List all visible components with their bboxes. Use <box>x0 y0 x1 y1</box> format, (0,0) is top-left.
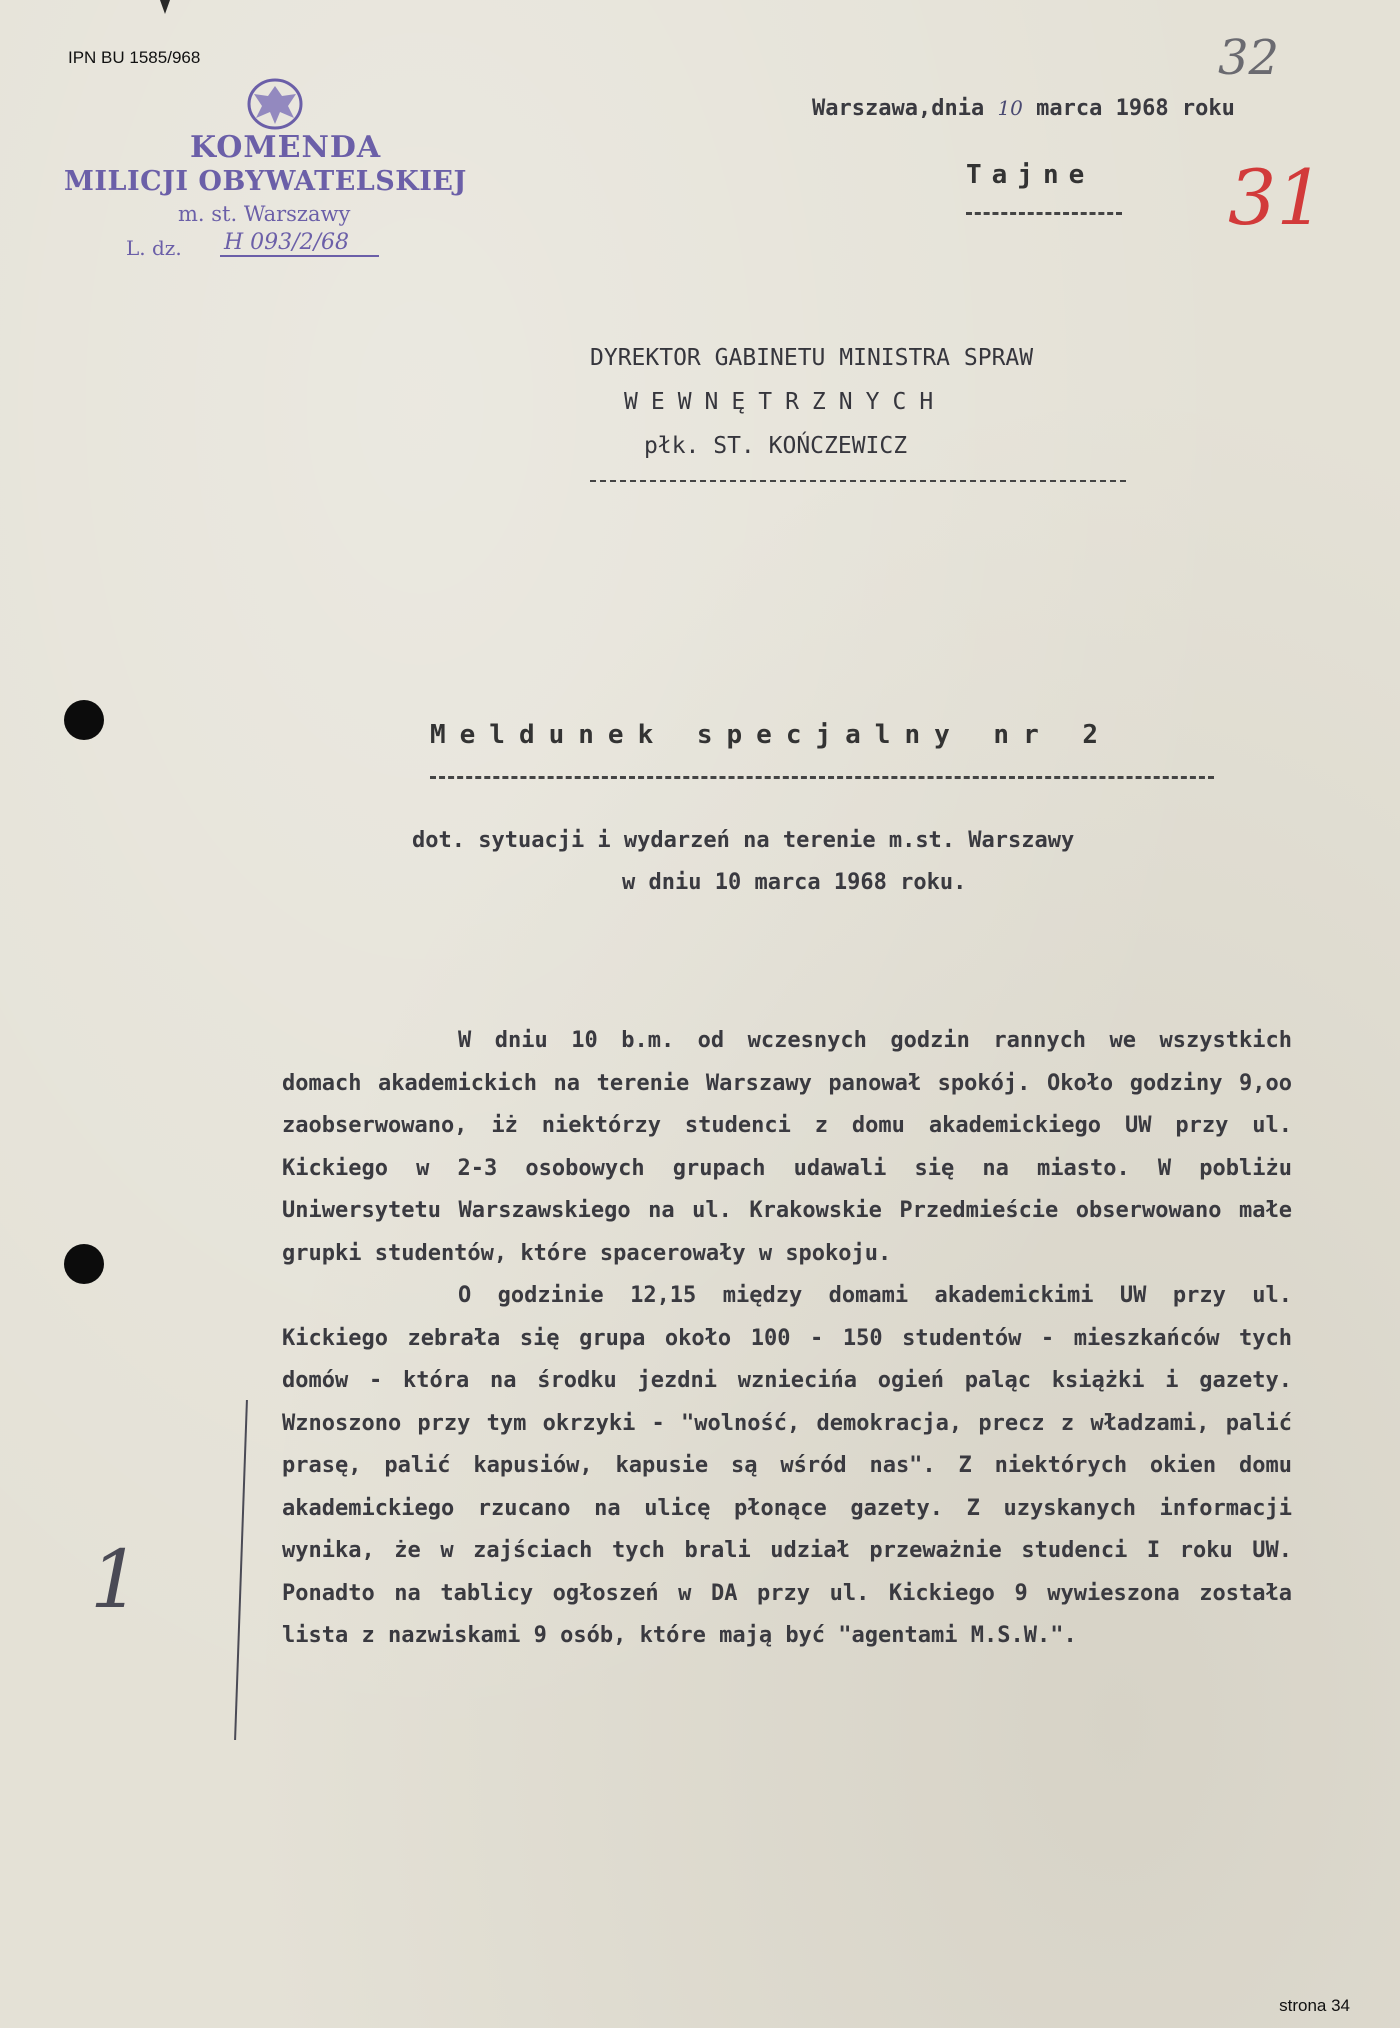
page-number: strona 34 <box>1279 1996 1350 2015</box>
subtitle-line-1: dot. sytuacji i wydarzeń na terenie m.st. Warszawy <box>412 828 1075 853</box>
place-date-suffix: marca 1968 roku <box>1036 96 1235 121</box>
place-date-prefix: Warszawa,dnia <box>812 96 985 121</box>
place-date-day: 10 <box>997 96 1023 120</box>
document-title: Meldunek specjalny nr 2 <box>430 720 1113 750</box>
addressee-block <box>590 336 1033 468</box>
body-paragraph: W dniu 10 b.m. od wczesnych godzin rannych we wszystkich domach akademickich na terenie Warszawy panował spokój. Około godziny 9,oo zaobserwowano, iż niektórzy studenci z domu akademickiego UW przy ul. Kickiego w 2-3 osobowych grupach udawali się na miasto. W pobliżu Uniwersytetu Warszawskiego na ul. Krakowskie Przedmieście obserwowano małe grupki studentów, które spacerowały w spokoju. <box>282 1028 1292 1266</box>
eagle-emblem-icon <box>240 74 310 132</box>
document-body <box>282 1020 1292 1658</box>
stamp-line-2: MILICJI OBYWATELSKIEJ <box>64 166 467 197</box>
punch-hole-lower <box>64 1244 104 1284</box>
top-edge-mark <box>160 0 170 14</box>
margin-bracket-mark <box>234 1400 264 1740</box>
document-subtitle <box>412 820 1292 904</box>
place-date <box>812 96 1235 121</box>
police-stamp <box>60 70 480 280</box>
archive-id: IPN BU 1585/968 <box>68 48 201 67</box>
title-underline <box>430 776 1214 779</box>
stamp-ref-number: H 093/2/68 <box>220 230 379 257</box>
punch-hole-upper <box>64 700 104 740</box>
folio-red-number: 31 <box>1228 153 1325 242</box>
addressee-line-1: DYREKTOR GABINETU MINISTRA SPRAW <box>590 345 1034 371</box>
stamp-line-1: KOMENDA <box>190 130 382 165</box>
classification-label: Tajne <box>966 160 1095 190</box>
addressee-underline <box>590 480 1126 482</box>
addressee-line-2: WEWNĘTRZNYCH <box>624 389 947 415</box>
subtitle-line-2: w dniu 10 marca 1968 roku. <box>622 870 967 895</box>
stamp-ref-label: L. dz. <box>126 236 182 260</box>
classification-underline <box>966 212 1122 215</box>
folio-pencil-number: 32 <box>1218 30 1280 86</box>
addressee-line-3: płk. ST. KOŃCZEWICZ <box>644 433 908 459</box>
body-paragraph: O godzinie 12,15 między domami akademickimi UW przy ul. Kickiego zebrała się grupa około 100 - 150 studentów - mieszkańców tych domów - która na środku jezdni wzniecińa ogień paląc książki i gazety. Wznoszono przy tym okrzyki - "wolność, demokracja, precz z władzami, palić prasę, palić kapusiów, kapusie są wśród nas". Z niektórych okien domu akademickiego rzucano na ulicę płonące gazety. Z uzyskanych informacji wynika, że w zajściach tych brali udział przeważnie studenci I roku UW. Ponadto na tablicy ogłoszeń w DA przy ul. Kickiego 9 wywieszona została lista z nazwiskami 9 osób, które mają być "agentami M.S.W.". <box>282 1283 1292 1648</box>
margin-note-number: 1 <box>90 1533 141 1626</box>
stamp-line-3: m. st. Warszawy <box>178 202 351 226</box>
